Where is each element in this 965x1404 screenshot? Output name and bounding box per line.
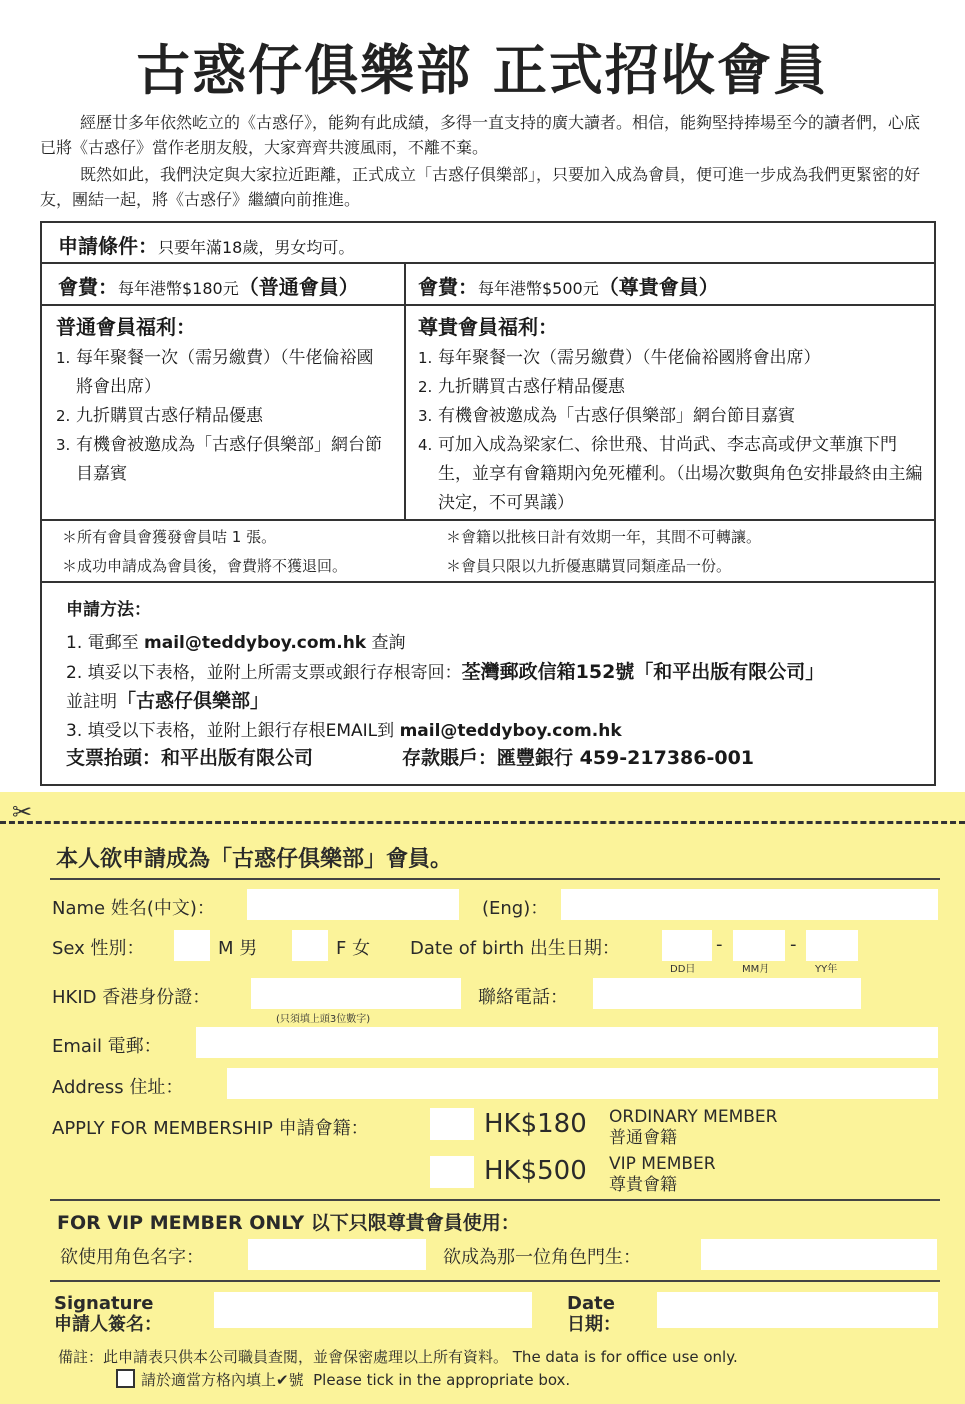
example-checkbox-icon [116,1369,135,1388]
email-link[interactable]: mail@teddyboy.com.hk [144,633,367,653]
method-line-1: 1. 電郵至 mail@teddyboy.com.hk 查詢 [66,633,406,653]
email-link[interactable]: mail@teddyboy.com.hk [399,721,622,741]
address-label: Address 住址： [52,1077,184,1098]
list-item: 2. 九折購買古惑仔精品優惠 [418,377,625,397]
apply-label: APPLY FOR MEMBERSHIP 申請會籍： [52,1118,369,1139]
conditions-label: 申請條件： [58,234,158,258]
sex-label: Sex 性別： [52,938,145,959]
application-form: ✂ 本人欲申請成為「古惑仔俱樂部」會員。 Name 姓名(中文)： (Eng)： Sex 性別： M 男 F 女 Date of birth 出生日期： - - DD日 MM月 YY年 HKID 香港身份證： (只須填上頭3位數字) 聯絡電話： Email 電郵： Address 住址： APPLY FOR MEMBERSHIP 申請會籍： HK$180 ORDINARY MEMBER 普通會籍 HK$500 VIP MEMBER 尊貴會籍 FOR VIP MEMBER ONLY 以下只限尊貴會員使用： 欲使用角色名字： 欲成為那一位角色門生： Signature 申請人簽名： Date 日期： 備註：此申請表只供本公司職員查閱，並會保密處理以上所有資料。 The data is for office use only. 請於適當方格內填上✔號 Please tick in the appropriate box. [0,792,965,1404]
male-label: M 男 [218,938,258,959]
method-line-2b: 並註明「古惑仔俱樂部」 [66,690,270,712]
tick-instruction: 請於適當方格內填上✔號 Please tick in the appropriate box. [116,1369,570,1390]
female-label: F 女 [336,938,371,959]
note-refund: ＊成功申請成為會員後，會費將不獲退回。 [62,557,348,575]
name-chinese-input[interactable] [247,889,459,920]
sex-male-checkbox[interactable] [174,930,210,961]
vip-membership-checkbox[interactable] [430,1156,474,1188]
cut-line [0,821,965,824]
method-line-3: 3. 填受以下表格，並附上銀行存根EMAIL到 mail@teddyboy.com.hk [66,721,622,741]
dob-day-input[interactable] [662,930,712,961]
list-item: 3. 有機會被邀成為「古惑仔俱樂部」網台節目嘉賓 [56,435,382,484]
cheque-payee: 支票抬頭：和平出版有限公司 [66,747,314,769]
vip-benefits [418,311,926,518]
dob-year-input[interactable] [806,930,858,961]
conditions-text: 只要年滿18歲，男女均可。 [158,238,355,257]
note-discount: ＊會員只限以九折優惠購買同類產品一份。 [446,557,732,575]
list-item: 1. 每年聚餐一次（需另繳費）（牛佬倫裕國將會出席） [56,348,374,397]
character-name-input[interactable] [248,1239,426,1270]
signature-label: Signature 申請人簽名： [54,1293,162,1335]
character-name-label: 欲使用角色名字： [60,1247,204,1268]
mentor-input[interactable] [701,1239,937,1270]
form-heading: 本人欲申請成為「古惑仔俱樂部」會員。 [56,847,453,872]
intro-paragraph-1: 經歷廿多年依然屹立的《古惑仔》，能夠有此成績，多得一直支持的廣大讀者。相信，能夠堅持捧場至今的讀者們，心底已將《古惑仔》當作老朋友般，大家齊齊共渡風雨，不離不棄。 [40,113,921,157]
vip-only-heading: FOR VIP MEMBER ONLY 以下只限尊貴會員使用： [57,1212,520,1234]
name-english-input[interactable] [561,889,938,920]
sex-female-checkbox[interactable] [292,930,328,961]
vip-benefits-heading: 尊貴會員福利： [418,315,558,339]
phone-label: 聯絡電話： [478,987,568,1008]
dob-month-input[interactable] [733,930,785,961]
date-input[interactable] [657,1292,938,1328]
yy-hint: YY年 [815,964,838,975]
vip-fee: 會費：每年港幣$500元（尊貴會員） [418,275,719,299]
address-input[interactable] [227,1068,938,1099]
ordinary-benefits-heading: 普通會員福利： [56,315,196,339]
note-validity: ＊會籍以批核日計有效期一年，其間不可轉讓。 [446,528,762,546]
mm-hint: MM月 [742,964,770,975]
method-heading: 申請方法： [66,600,151,620]
dd-hint: DD日 [670,964,696,975]
list-item: 3. 有機會被邀成為「古惑仔俱樂部」網台節目嘉賓 [418,406,795,426]
hkid-hint: (只須填上頭3位數字) [276,1014,371,1025]
date-label: Date 日期： [567,1293,621,1335]
intro-paragraph-2: 既然如此，我們決定與大家拉近距離，正式成立「古惑仔俱樂部」，只要加入成為會員，便可進一步成為我們更緊密的好友，團結一起，將《古惑仔》繼續向前推進。 [40,165,921,209]
mentor-label: 欲成為那一位角色門生： [443,1247,641,1268]
method-line-2: 2. 填妥以下表格，並附上所需支票或銀行存根寄回：荃灣郵政信箱152號「和平出版有限公司」 [66,661,825,683]
email-input[interactable] [196,1027,938,1058]
list-item: 2. 九折購買古惑仔精品優惠 [56,406,263,426]
dob-label: Date of birth 出生日期： [410,938,620,959]
ordinary-fee: 會費：每年港幣$180元（普通會員） [58,275,359,299]
remark: 備註：此申請表只供本公司職員查閱，並會保密處理以上所有資料。 The data is for office use only. [58,1348,738,1366]
ordinary-type: ORDINARY MEMBER 普通會籍 [609,1107,778,1148]
ordinary-membership-checkbox[interactable] [430,1108,474,1140]
scissors-icon: ✂ [12,798,33,826]
list-item: 1. 每年聚餐一次（需另繳費）（牛佬倫裕國將會出席） [418,348,821,368]
vip-type: VIP MEMBER 尊貴會籍 [609,1154,716,1195]
ordinary-benefits [56,311,390,489]
list-item: 4. 可加入成為梁家仁、徐世飛、甘尚武、李志高或伊文華旗下門生，並享有會籍期內免死權利。（出場次數與角色安排最終由主編決定，不可異議） [418,435,923,513]
hkid-label: HKID 香港身份證： [52,987,211,1008]
price-vip: HK$500 [484,1156,587,1186]
signature-input[interactable] [214,1292,532,1328]
bank-account: 存款賬戶：匯豐銀行 459-217386-001 [402,747,755,769]
price-ordinary: HK$180 [484,1109,587,1139]
hkid-input[interactable] [251,978,461,1009]
email-label: Email 電郵： [52,1036,162,1057]
page-title: 古惑仔俱樂部 正式招收會員 [136,39,829,102]
note-card: ＊所有會員會獲發會員咭 1 張。 [62,528,277,546]
conditions-row [58,230,354,259]
name-label: Name 姓名(中文)： [52,898,215,919]
eng-label: (Eng)： [482,898,549,919]
phone-input[interactable] [593,978,861,1009]
